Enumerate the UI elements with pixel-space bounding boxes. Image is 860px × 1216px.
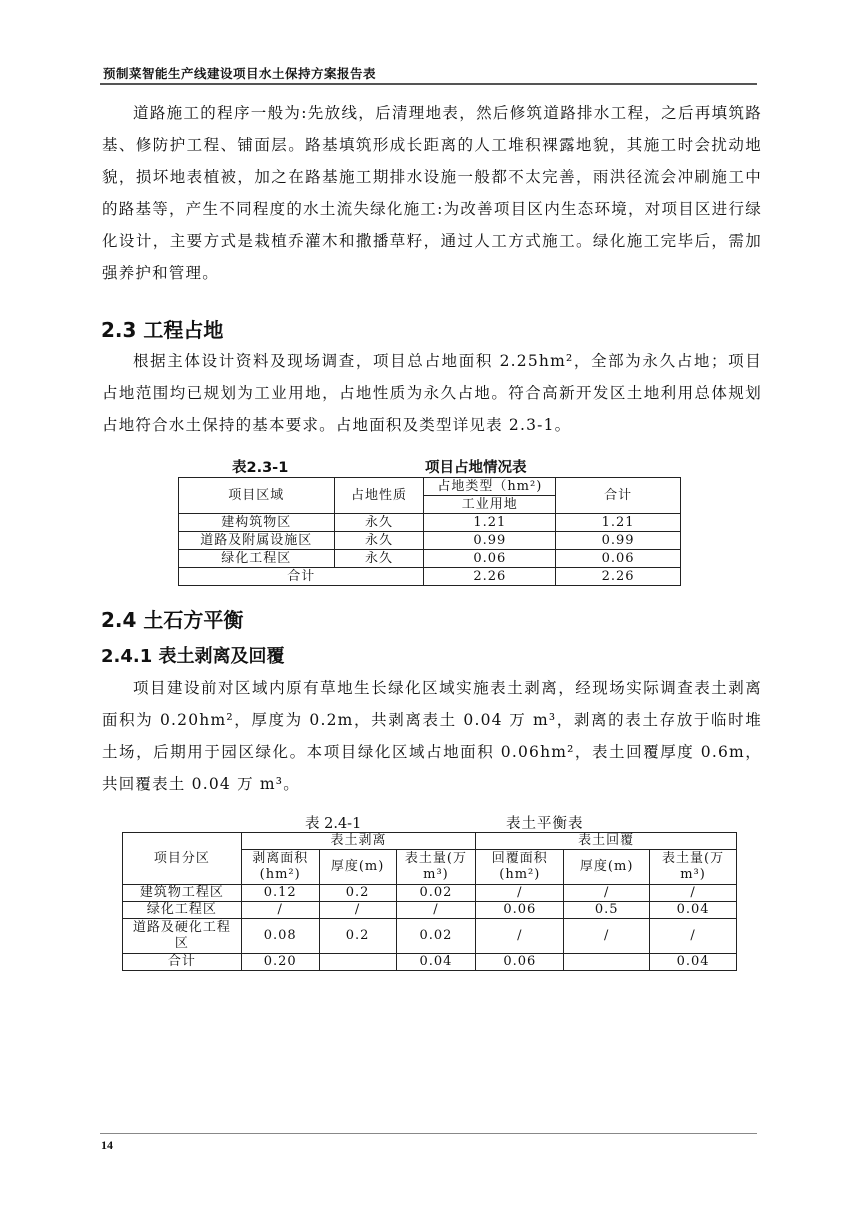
header-cell: 厚度(m) bbox=[564, 850, 650, 885]
table-cell: / bbox=[564, 885, 650, 902]
table-cell: 2.26 bbox=[556, 568, 681, 586]
footer-divider bbox=[100, 1133, 757, 1134]
paragraph-topsoil: 项目建设前对区域内原有草地生长绿化区域实施表土剥离，经现场实际调查表土剥离面积为 0.20hm²，厚度为 0.2m，共剥离表土 0.04 万 m³，剥离的表土存放于临时堆土场，后期用于园区绿化。本项目绿化区域占地面积 0.06hm²，表土回覆厚度 0.6m，共回覆表土 0.04 万 m³。 bbox=[102, 679, 762, 793]
paragraph-land-occupation: 根据主体设计资料及现场调查，项目总占地面积 2.25hm²，全部为永久占地；项目占地范围均已规划为工业用地，占地性质为永久占地。符合高新开发区土地利用总体规划占地符合水土保持的基本要求。占地面积及类型详见表 2.3-1。 bbox=[102, 352, 762, 434]
table-cell: 0.02 bbox=[396, 885, 476, 902]
header-cell: 合计 bbox=[556, 478, 681, 514]
table-row bbox=[123, 885, 737, 902]
table-cell: 道路及附属设施区 bbox=[179, 532, 335, 550]
table-cell: / bbox=[476, 919, 564, 954]
table-cell: 永久 bbox=[334, 514, 424, 532]
table-cell: 0.06 bbox=[556, 550, 681, 568]
header-cell: 厚度(m) bbox=[319, 850, 396, 885]
table-cell: 0.2 bbox=[319, 885, 396, 902]
table-header-row bbox=[123, 833, 737, 850]
table-cell: 建筑物工程区 bbox=[123, 885, 242, 902]
table-total-row bbox=[179, 568, 681, 586]
paragraph-road-construction: 道路施工的程序一般为:先放线，后清理地表，然后修筑道路排水工程，之后再填筑路基、修防护工程、铺面层。路基填筑形成长距离的人工堆积裸露地貌，其施工时会扰动地貌，损坏地表植被，加之在路基施工期排水设施一般都不太完善，雨洪径流会冲刷施工中的路基等，产生不同程度的水土流失绿化施工:为改善项目区内生态环境，对项目区进行绿化设计，主要方式是栽植乔灌木和撒播草籽，通过人工方式施工。绿化施工完毕后，需加强养护和管理。 bbox=[102, 104, 762, 282]
table-cell: 0.02 bbox=[396, 919, 476, 954]
table-total-row bbox=[123, 954, 737, 971]
table-cell: 绿化工程区 bbox=[123, 902, 242, 919]
header-cell: 占地类型（hm²) bbox=[424, 478, 556, 496]
table-cell: 绿化工程区 bbox=[179, 550, 335, 568]
header-cell: 回覆面积(hm²) bbox=[476, 850, 564, 885]
header-cell: 表土剥离 bbox=[241, 833, 476, 850]
table-cell: 0.20 bbox=[241, 954, 319, 971]
table-row bbox=[179, 514, 681, 532]
table-cell: 建构筑物区 bbox=[179, 514, 335, 532]
section-heading-2-4: 2.4 土石方平衡 bbox=[101, 608, 244, 632]
table-cell: 2.26 bbox=[424, 568, 556, 586]
table-cell: 1.21 bbox=[556, 514, 681, 532]
table-cell: 合计 bbox=[123, 954, 242, 971]
table-cell: / bbox=[650, 885, 737, 902]
header-cell: 占地性质 bbox=[334, 478, 424, 514]
table-cell: 0.08 bbox=[241, 919, 319, 954]
table-cell: 0.5 bbox=[564, 902, 650, 919]
table-cell bbox=[564, 954, 650, 971]
header-cell: 表土回覆 bbox=[476, 833, 737, 850]
header-cell: 工业用地 bbox=[424, 496, 556, 514]
table-cell: 合计 bbox=[179, 568, 424, 586]
table-cell: 0.99 bbox=[556, 532, 681, 550]
table-cell: / bbox=[241, 902, 319, 919]
header-cell: 项目分区 bbox=[123, 833, 242, 885]
table-cell: 道路及硬化工程区 bbox=[123, 919, 242, 954]
land-occupation-table bbox=[178, 477, 681, 586]
table-cell: / bbox=[319, 902, 396, 919]
header-cell: 项目区域 bbox=[179, 478, 335, 514]
table-cell: 0.99 bbox=[424, 532, 556, 550]
section-heading-2-3: 2.3 工程占地 bbox=[101, 318, 224, 342]
table-cell: 0.06 bbox=[476, 902, 564, 919]
table-row bbox=[179, 532, 681, 550]
table-cell: / bbox=[476, 885, 564, 902]
table-cell: 0.06 bbox=[476, 954, 564, 971]
table-cell: 0.06 bbox=[424, 550, 556, 568]
table-cell: / bbox=[564, 919, 650, 954]
header-cell: 表土量(万 m³) bbox=[650, 850, 737, 885]
table-cell: 1.21 bbox=[424, 514, 556, 532]
page-number: 14 bbox=[101, 1138, 113, 1152]
table-cell bbox=[319, 954, 396, 971]
table-cell: 0.12 bbox=[241, 885, 319, 902]
topsoil-balance-table bbox=[122, 832, 737, 971]
table-row bbox=[179, 550, 681, 568]
table-cell: 0.04 bbox=[650, 954, 737, 971]
table-cell: 0.04 bbox=[396, 954, 476, 971]
table-row bbox=[123, 902, 737, 919]
table-cell: / bbox=[396, 902, 476, 919]
table-cell: / bbox=[650, 919, 737, 954]
table2-title: 表土平衡表 bbox=[506, 816, 584, 832]
table-cell: 永久 bbox=[334, 550, 424, 568]
table-header-row bbox=[179, 478, 681, 496]
document-header-title: 预制菜智能生产线建设项目水土保持方案报告表 bbox=[103, 66, 377, 81]
table1-title: 项目占地情况表 bbox=[425, 460, 527, 476]
table2-number: 表 2.4-1 bbox=[305, 816, 362, 832]
table-cell: 永久 bbox=[334, 532, 424, 550]
table1-number: 表2.3-1 bbox=[232, 460, 289, 476]
table-cell: 0.04 bbox=[650, 902, 737, 919]
table-row bbox=[123, 919, 737, 954]
header-divider bbox=[100, 83, 757, 85]
section-heading-2-4-1: 2.4.1 表土剥离及回覆 bbox=[101, 646, 285, 667]
table-cell: 0.2 bbox=[319, 919, 396, 954]
header-cell: 表土量(万 m³) bbox=[396, 850, 476, 885]
header-cell: 剥离面积(hm²) bbox=[241, 850, 319, 885]
